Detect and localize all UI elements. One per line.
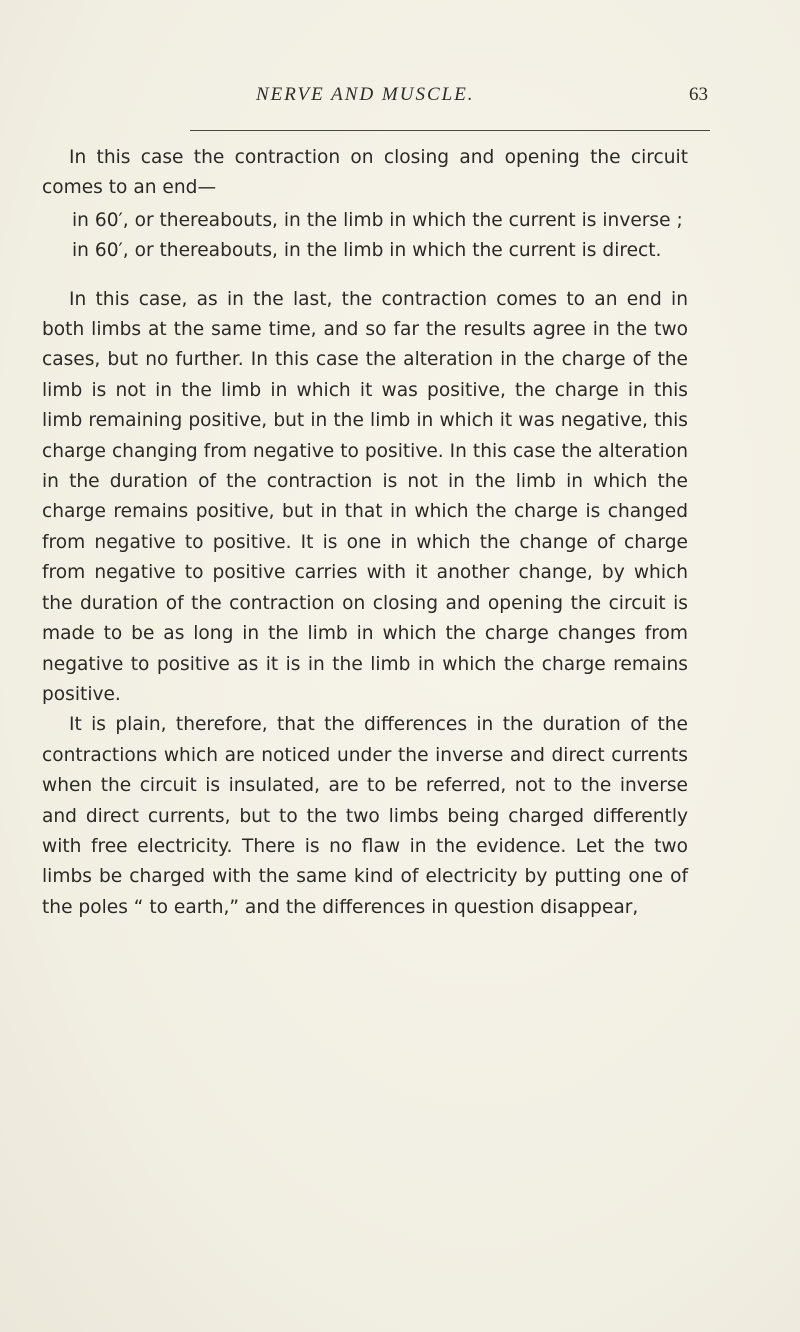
paragraph: It is plain, therefore, that the differences in the duration of the contractions which are noticed under the inverse and direct currents when the circuit is insulated, are to be referred, not to the inverse and direct currents, but to the two limbs being charged differently with free electricity. There is no flaw in the evidence. Let the two limbs be charged with the same kind of electricity by putting one of the poles “ to earth,” and the differences in question disappear, [42, 714, 688, 918]
list-item: in 60′, or thereabouts, in the limb in which the current is direct. [72, 240, 662, 262]
page-number: 63 [689, 84, 708, 105]
paragraph: In this case, as in the last, the contraction comes to an end in both limbs at the same time, and so far the results agree in the two cases, but no further. In this case the alteration in the charge of the limb is not in the limb in which it was positive, the charge in this limb remaining positive, but in the limb in which it was negative, this charge changing from negative to positive. In this case the alteration in the duration of the contraction is not in the limb in which the charge remains positive, but in that in which the charge is changed from negative to positive. It is one in which the change of charge from negative to positive carries with it another change, by which the duration of the contraction on closing and opening the circuit is made to be as long in the limb in which the charge changes from negative to positive as it is in the limb in which the charge remains positive. [42, 288, 688, 705]
page-header [190, 84, 710, 112]
duration-list [42, 206, 688, 267]
intro-paragraph: In this case the contraction on closing and opening the circuit comes to an end— [42, 147, 688, 199]
body-text [42, 143, 688, 923]
running-title: NERVE AND MUSCLE. [256, 84, 475, 105]
list-item: in 60′, or thereabouts, in the limb in which the current is inverse ; [72, 209, 683, 231]
header-rule [190, 130, 710, 131]
